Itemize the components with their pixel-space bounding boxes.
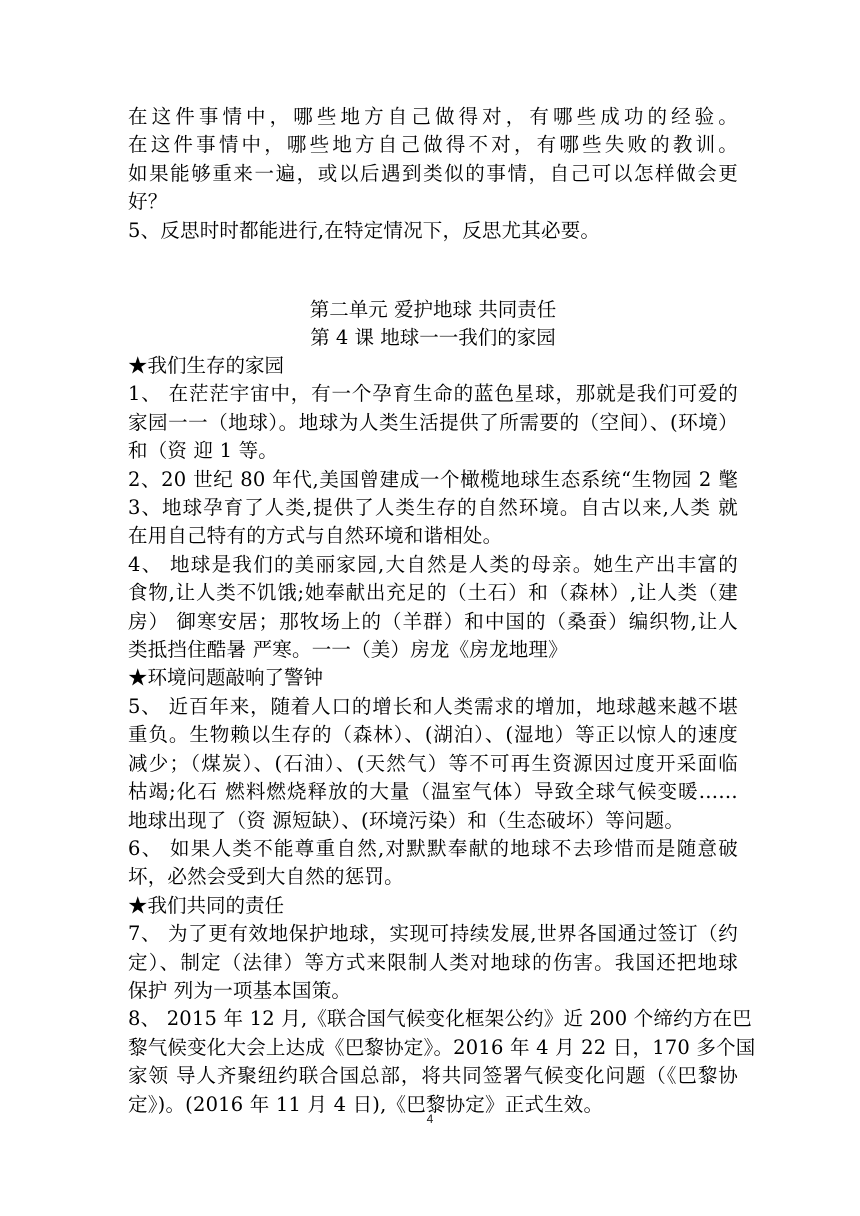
paragraph-line: 定》)。(2016 年 11 月 4 日),《巴黎协定》正式生效。 <box>128 1092 604 1116</box>
paragraph-line: 4、 地球是我们的美丽家园,大自然是人类的母亲。她生产出丰富的 <box>128 552 738 576</box>
paragraph-line: 保护 列为一项基本国策。 <box>128 978 352 1002</box>
paragraph-line: 1、 在茫茫宇宙中，有一个孕育生命的蓝色星球，那就是我们可爱的 <box>128 382 738 406</box>
intro-line: 在这件事情中，哪些地方自己做得不对，有哪些失败的教训。 <box>128 133 738 157</box>
paragraph-line: 家领 导人齐聚纽约联合国总部，将共同签署气候变化问题（《巴黎协 <box>128 1064 738 1088</box>
intro-block <box>128 103 738 245</box>
paragraph-line: 地球出现了（资 源短缺）、(环境污染）和（生态破坏）等问题。 <box>128 808 685 832</box>
section-heading: ★我们生存的家园 <box>128 354 285 377</box>
paragraph-line: 3、地球孕育了人类,提供了人类生存的自然环境。自古以来,人类 就 <box>128 496 738 520</box>
paragraph-line: 6、 如果人类不能尊重自然,对默默奉献的地球不去珍惜而是随意破 <box>128 836 738 860</box>
intro-line: 在这件事情中，哪些地方自己做得对，有哪些成功的经验。 <box>128 105 738 128</box>
paragraph-line: 黎气候变化大会上达成《巴黎协定》。2016 年 4 月 22 日，170 多个国 <box>128 1035 756 1059</box>
intro-line: 5、反思时时都能进行,在特定情况下，反思尤其必要。 <box>128 218 601 242</box>
unit-title-block <box>128 296 738 353</box>
paragraph-line: 食物,让人类不饥饿;她奉献出充足的（土石）和（森林）,让人类（建 <box>128 581 738 605</box>
paragraph-line: 8、 2015 年 12 月,《联合国气候变化框架公约》近 200 个缔约方在巴 <box>128 1007 752 1031</box>
paragraph-line: 定）、制定（法律）等方式来限制人类对地球的伤害。我国还把地球 <box>128 950 738 974</box>
intro-line: 如果能够重来一遍，或以后遇到类似的事情，自己可以怎样做会更 <box>128 161 738 185</box>
intro-line: 好？ <box>128 190 168 214</box>
lesson-body <box>128 352 756 1119</box>
paragraph-line: 类抵挡住酷暑 严寒。一一（美）房龙《房龙地理》 <box>128 638 568 662</box>
section-heading: ★环境问题敲响了警钟 <box>128 666 324 690</box>
paragraph-line: 2、20 世纪 80 年代,美国曾建成一个橄榄地球生态系统“生物园 2 氅 <box>128 467 738 491</box>
paragraph-line: 重负。生物赖以生存的（森林）、(湖泊）、(湿地）等正以惊人的速度 <box>128 723 738 747</box>
paragraph-line: 在用自己特有的方式与自然环境和谐相处。 <box>128 524 503 548</box>
paragraph-line: 5、 近百年来，随着人口的增长和人类需求的增加，地球越来越不堪 <box>128 694 738 718</box>
paragraph-line: 和（资 迎 1 等。 <box>128 439 279 463</box>
section-heading: ★我们共同的责任 <box>128 893 285 917</box>
unit-title: 第二单元 爱护地球 共同责任 <box>309 298 557 321</box>
paragraph-line: 7、 为了更有效地保护地球，实现可持续发展,世界各国通过签订（约 <box>128 922 738 946</box>
paragraph-line: 枯竭;化石 燃料燃烧释放的大量（温室气体）导致全球气候变暖…… <box>128 780 738 804</box>
paragraph-line: 减少；（煤炭）、(石油）、(天然气）等不可再生资源因过度开采面临 <box>128 751 738 775</box>
page-number: 4 <box>426 1112 434 1126</box>
paragraph-line: 房） 御寒安居；那牧场上的（羊群）和中国的（桑蚕）编织物,让人 <box>128 609 738 633</box>
lesson-title: 第 4 课 地球一一我们的家园 <box>310 326 556 350</box>
paragraph-line: 坏，必然会受到大自然的惩罚。 <box>128 865 404 889</box>
paragraph-line: 家园一一（地球）。地球为人类生活提供了所需要的（空间）、(环境） <box>128 410 738 434</box>
